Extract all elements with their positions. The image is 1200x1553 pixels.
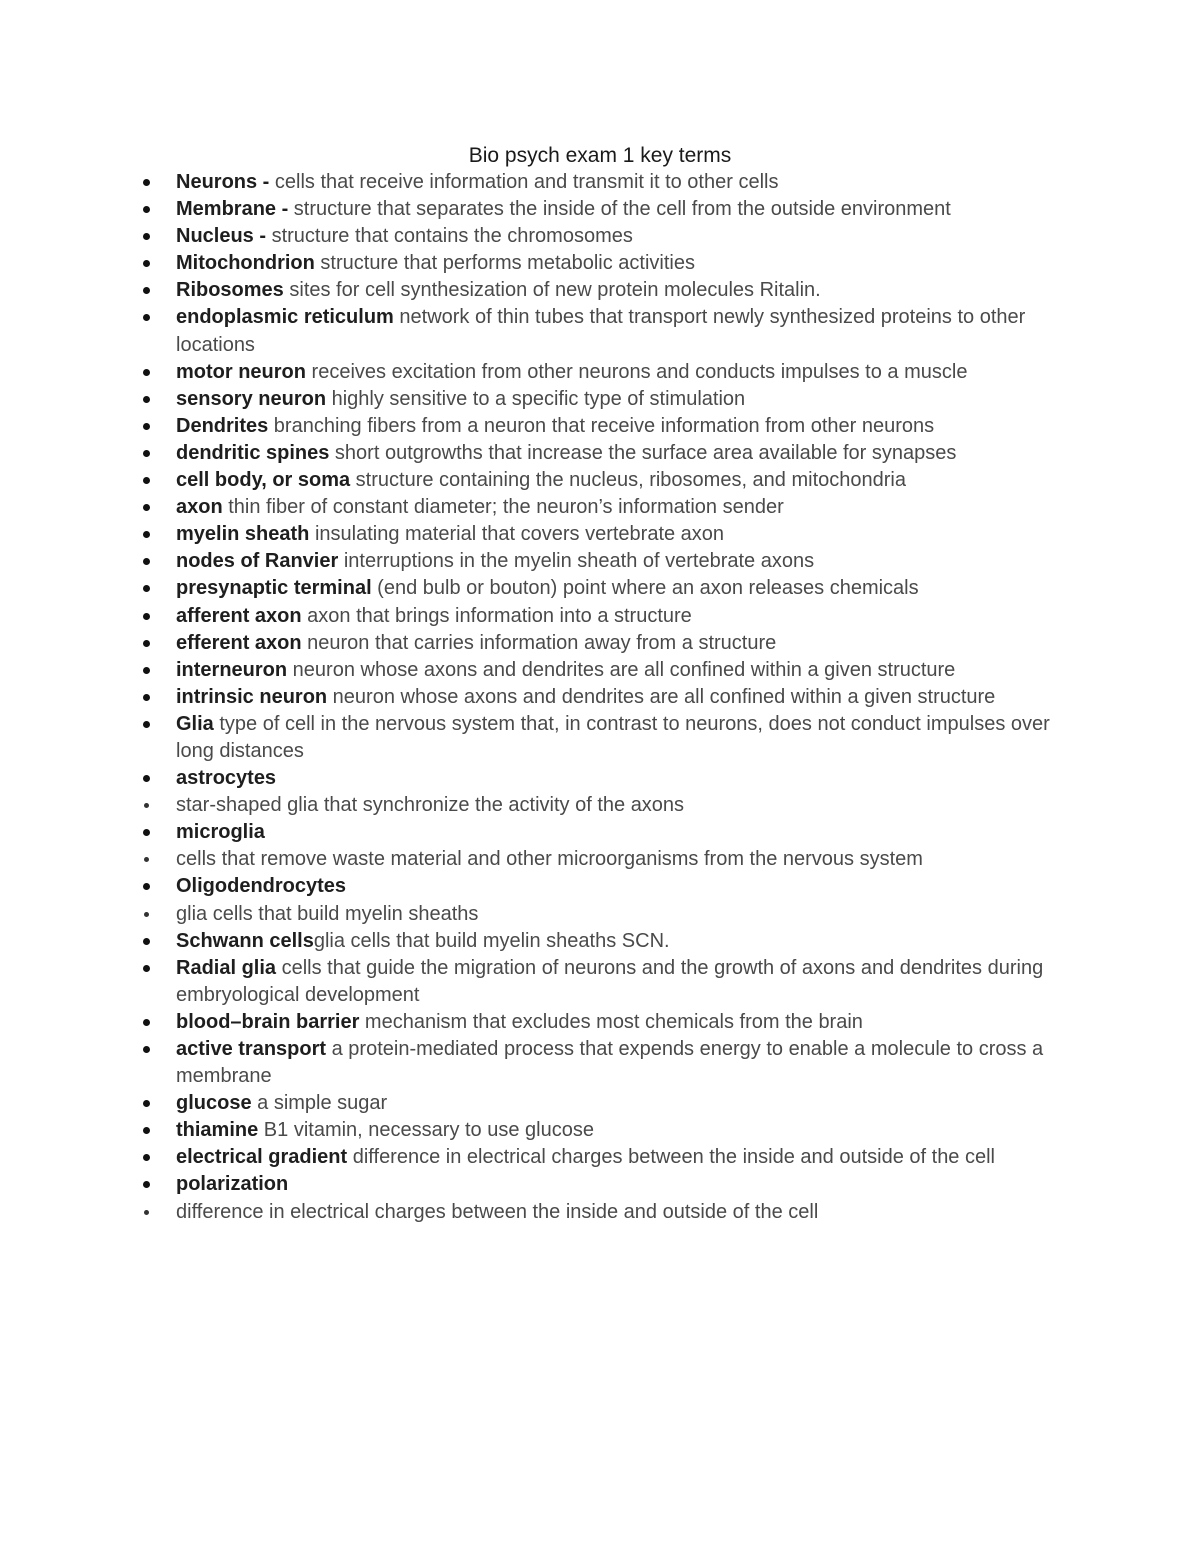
bullet-icon	[143, 613, 150, 620]
term-label: polarization	[176, 1173, 289, 1196]
bullet-icon	[143, 721, 150, 728]
list-item	[0, 1199, 1200, 1226]
term-label: efferent axon	[176, 631, 302, 654]
list-item	[0, 575, 1200, 602]
term-label: active transport	[176, 1038, 327, 1060]
term-definition: star-shaped glia that synchronize the activity of the axons	[176, 794, 685, 817]
term-definition: a protein-mediated process that expends energy to enable a molecule to cross a membrane	[176, 1038, 1044, 1088]
bullet-icon	[143, 694, 150, 701]
bullet-icon	[143, 667, 150, 674]
list-item	[0, 1009, 1200, 1036]
list-item	[0, 684, 1200, 711]
list-item	[0, 440, 1200, 467]
term-definition: neuron whose axons and dendrites are all confined within a given structure	[287, 658, 956, 681]
term-label: cell body, or soma	[176, 469, 351, 492]
bullet-icon	[144, 857, 149, 862]
bullet-icon	[143, 1127, 150, 1134]
bullet-icon	[143, 531, 150, 538]
term-definition: branching fibers from a neuron that receive information from other neurons	[268, 414, 935, 437]
term-definition: difference in electrical charges between the inside and outside of the cell	[347, 1146, 995, 1169]
list-item	[0, 873, 1200, 900]
bullet-icon	[143, 585, 150, 592]
list-item	[0, 1171, 1200, 1198]
list-item	[0, 630, 1200, 657]
term-definition: cells that receive information and transmit it to other cells	[269, 171, 779, 193]
list-item	[0, 901, 1200, 928]
term-definition: mechanism that excludes most chemicals from the brain	[359, 1010, 863, 1033]
term-definition: axon that brings information into a structure	[301, 604, 692, 627]
list-item	[0, 413, 1200, 440]
term-definition: insulating material that covers vertebrate axon	[309, 523, 725, 546]
list-item	[0, 928, 1200, 955]
bullet-icon	[143, 1181, 150, 1188]
list-item	[0, 846, 1200, 873]
list-item	[0, 603, 1200, 630]
list-item	[0, 1144, 1200, 1171]
key-terms-list	[0, 169, 1200, 1226]
term-label: Schwann cells	[176, 929, 314, 952]
term-definition: interruptions in the myelin sheath of vertebrate axons	[338, 550, 815, 573]
document-title: Bio psych exam 1 key terms	[468, 144, 732, 167]
list-item	[0, 521, 1200, 548]
bullet-icon	[143, 179, 150, 186]
list-item	[0, 1117, 1200, 1144]
bullet-icon	[143, 450, 150, 457]
bullet-icon	[143, 938, 150, 945]
bullet-icon	[143, 314, 150, 321]
term-label: dendritic spines	[176, 441, 330, 464]
term-definition: type of cell in the nervous system that, in contrast to neurons, does not conduct impulses over long distances	[176, 712, 1050, 762]
term-label: nodes of Ranvier	[176, 550, 339, 573]
term-label: glucose	[176, 1092, 252, 1115]
bullet-icon	[143, 1046, 150, 1053]
list-item	[0, 386, 1200, 413]
bullet-icon	[143, 883, 150, 890]
list-item	[0, 304, 1200, 358]
list-item	[0, 1090, 1200, 1117]
term-definition: network of thin tubes that transport newly synthesized proteins to other locations	[176, 306, 1026, 356]
term-definition: highly sensitive to a specific type of stimulation	[326, 387, 746, 410]
term-definition: thin fiber of constant diameter; the neuron’s information sender	[222, 496, 784, 519]
term-definition: structure containing the nucleus, ribosomes, and mitochondria	[350, 469, 906, 492]
bullet-icon	[143, 369, 150, 376]
bullet-icon	[143, 287, 150, 294]
bullet-icon	[143, 206, 150, 213]
term-label: Ribosomes	[176, 279, 284, 302]
list-item	[0, 819, 1200, 846]
term-label: motor neuron	[176, 360, 306, 383]
term-definition: sites for cell synthesization of new protein molecules Ritalin.	[283, 279, 821, 302]
term-label: Nucleus -	[176, 225, 267, 248]
term-definition: glia cells that build myelin sheaths SCN.	[313, 929, 670, 952]
term-definition: neuron that carries information away from a structure	[301, 631, 777, 654]
list-item	[0, 467, 1200, 494]
term-definition: receives excitation from other neurons and conducts impulses to a muscle	[306, 360, 968, 383]
bullet-icon	[144, 912, 149, 917]
bullet-icon	[143, 775, 150, 782]
term-label: Dendrites	[176, 414, 269, 437]
term-label: Mitochondrion	[176, 252, 315, 275]
list-item	[0, 657, 1200, 684]
term-label: Membrane -	[176, 198, 289, 221]
term-label: endoplasmic reticulum	[176, 306, 394, 329]
bullet-icon	[143, 1154, 150, 1161]
list-item	[0, 955, 1200, 1009]
bullet-icon	[143, 504, 150, 511]
bullet-icon	[143, 640, 150, 647]
bullet-icon	[144, 1210, 149, 1215]
term-definition: structure that separates the inside of the cell from the outside environment	[288, 198, 951, 221]
term-definition: glia cells that build myelin sheaths	[176, 902, 479, 925]
bullet-icon	[143, 965, 150, 972]
term-label: intrinsic neuron	[176, 685, 328, 708]
bullet-icon	[143, 1100, 150, 1107]
term-label: Neurons -	[176, 171, 270, 193]
list-item	[0, 223, 1200, 250]
term-definition: short outgrowths that increase the surface area available for synapses	[329, 441, 957, 464]
term-definition: cells that guide the migration of neurons and the growth of axons and dendrites during embryological development	[176, 956, 1044, 1006]
term-label: Radial glia	[176, 956, 277, 979]
term-label: blood–brain barrier	[176, 1010, 360, 1033]
term-label: astrocytes	[176, 767, 277, 790]
bullet-icon	[143, 1019, 150, 1026]
bullet-icon	[143, 423, 150, 430]
list-item	[0, 548, 1200, 575]
term-definition: structure that performs metabolic activities	[314, 252, 695, 275]
list-item	[0, 169, 1200, 196]
term-definition: structure that contains the chromosomes	[266, 225, 633, 248]
list-item	[0, 277, 1200, 304]
bullet-icon	[144, 803, 149, 808]
term-label: afferent axon	[176, 604, 302, 627]
term-label: Oligodendrocytes	[176, 875, 347, 898]
term-label: interneuron	[176, 658, 288, 681]
term-label: presynaptic terminal	[176, 577, 372, 600]
list-item	[0, 196, 1200, 223]
term-label: sensory neuron	[176, 387, 327, 410]
term-definition: (end bulb or bouton) point where an axon releases chemicals	[371, 577, 919, 600]
term-label: myelin sheath	[176, 523, 310, 546]
term-definition: neuron whose axons and dendrites are all confined within a given structure	[327, 685, 996, 708]
list-item	[0, 359, 1200, 386]
list-item	[0, 711, 1200, 765]
list-item	[0, 765, 1200, 792]
list-item	[0, 250, 1200, 277]
term-definition: cells that remove waste material and other microorganisms from the nervous system	[176, 848, 923, 871]
list-item	[0, 1036, 1200, 1090]
term-label: axon	[176, 496, 223, 519]
list-item	[0, 494, 1200, 521]
bullet-icon	[143, 233, 150, 240]
bullet-icon	[143, 829, 150, 836]
list-item	[0, 792, 1200, 819]
bullet-icon	[143, 558, 150, 565]
bullet-icon	[143, 396, 150, 403]
term-label: microglia	[176, 821, 265, 844]
term-definition: B1 vitamin, necessary to use glucose	[258, 1119, 594, 1142]
term-label: thiamine	[176, 1119, 259, 1142]
term-definition: a simple sugar	[251, 1092, 388, 1115]
bullet-icon	[143, 260, 150, 267]
term-definition: difference in electrical charges between the inside and outside of the cell	[176, 1200, 819, 1223]
term-label: electrical gradient	[176, 1146, 348, 1169]
term-label: Glia	[176, 712, 214, 735]
bullet-icon	[143, 477, 150, 484]
